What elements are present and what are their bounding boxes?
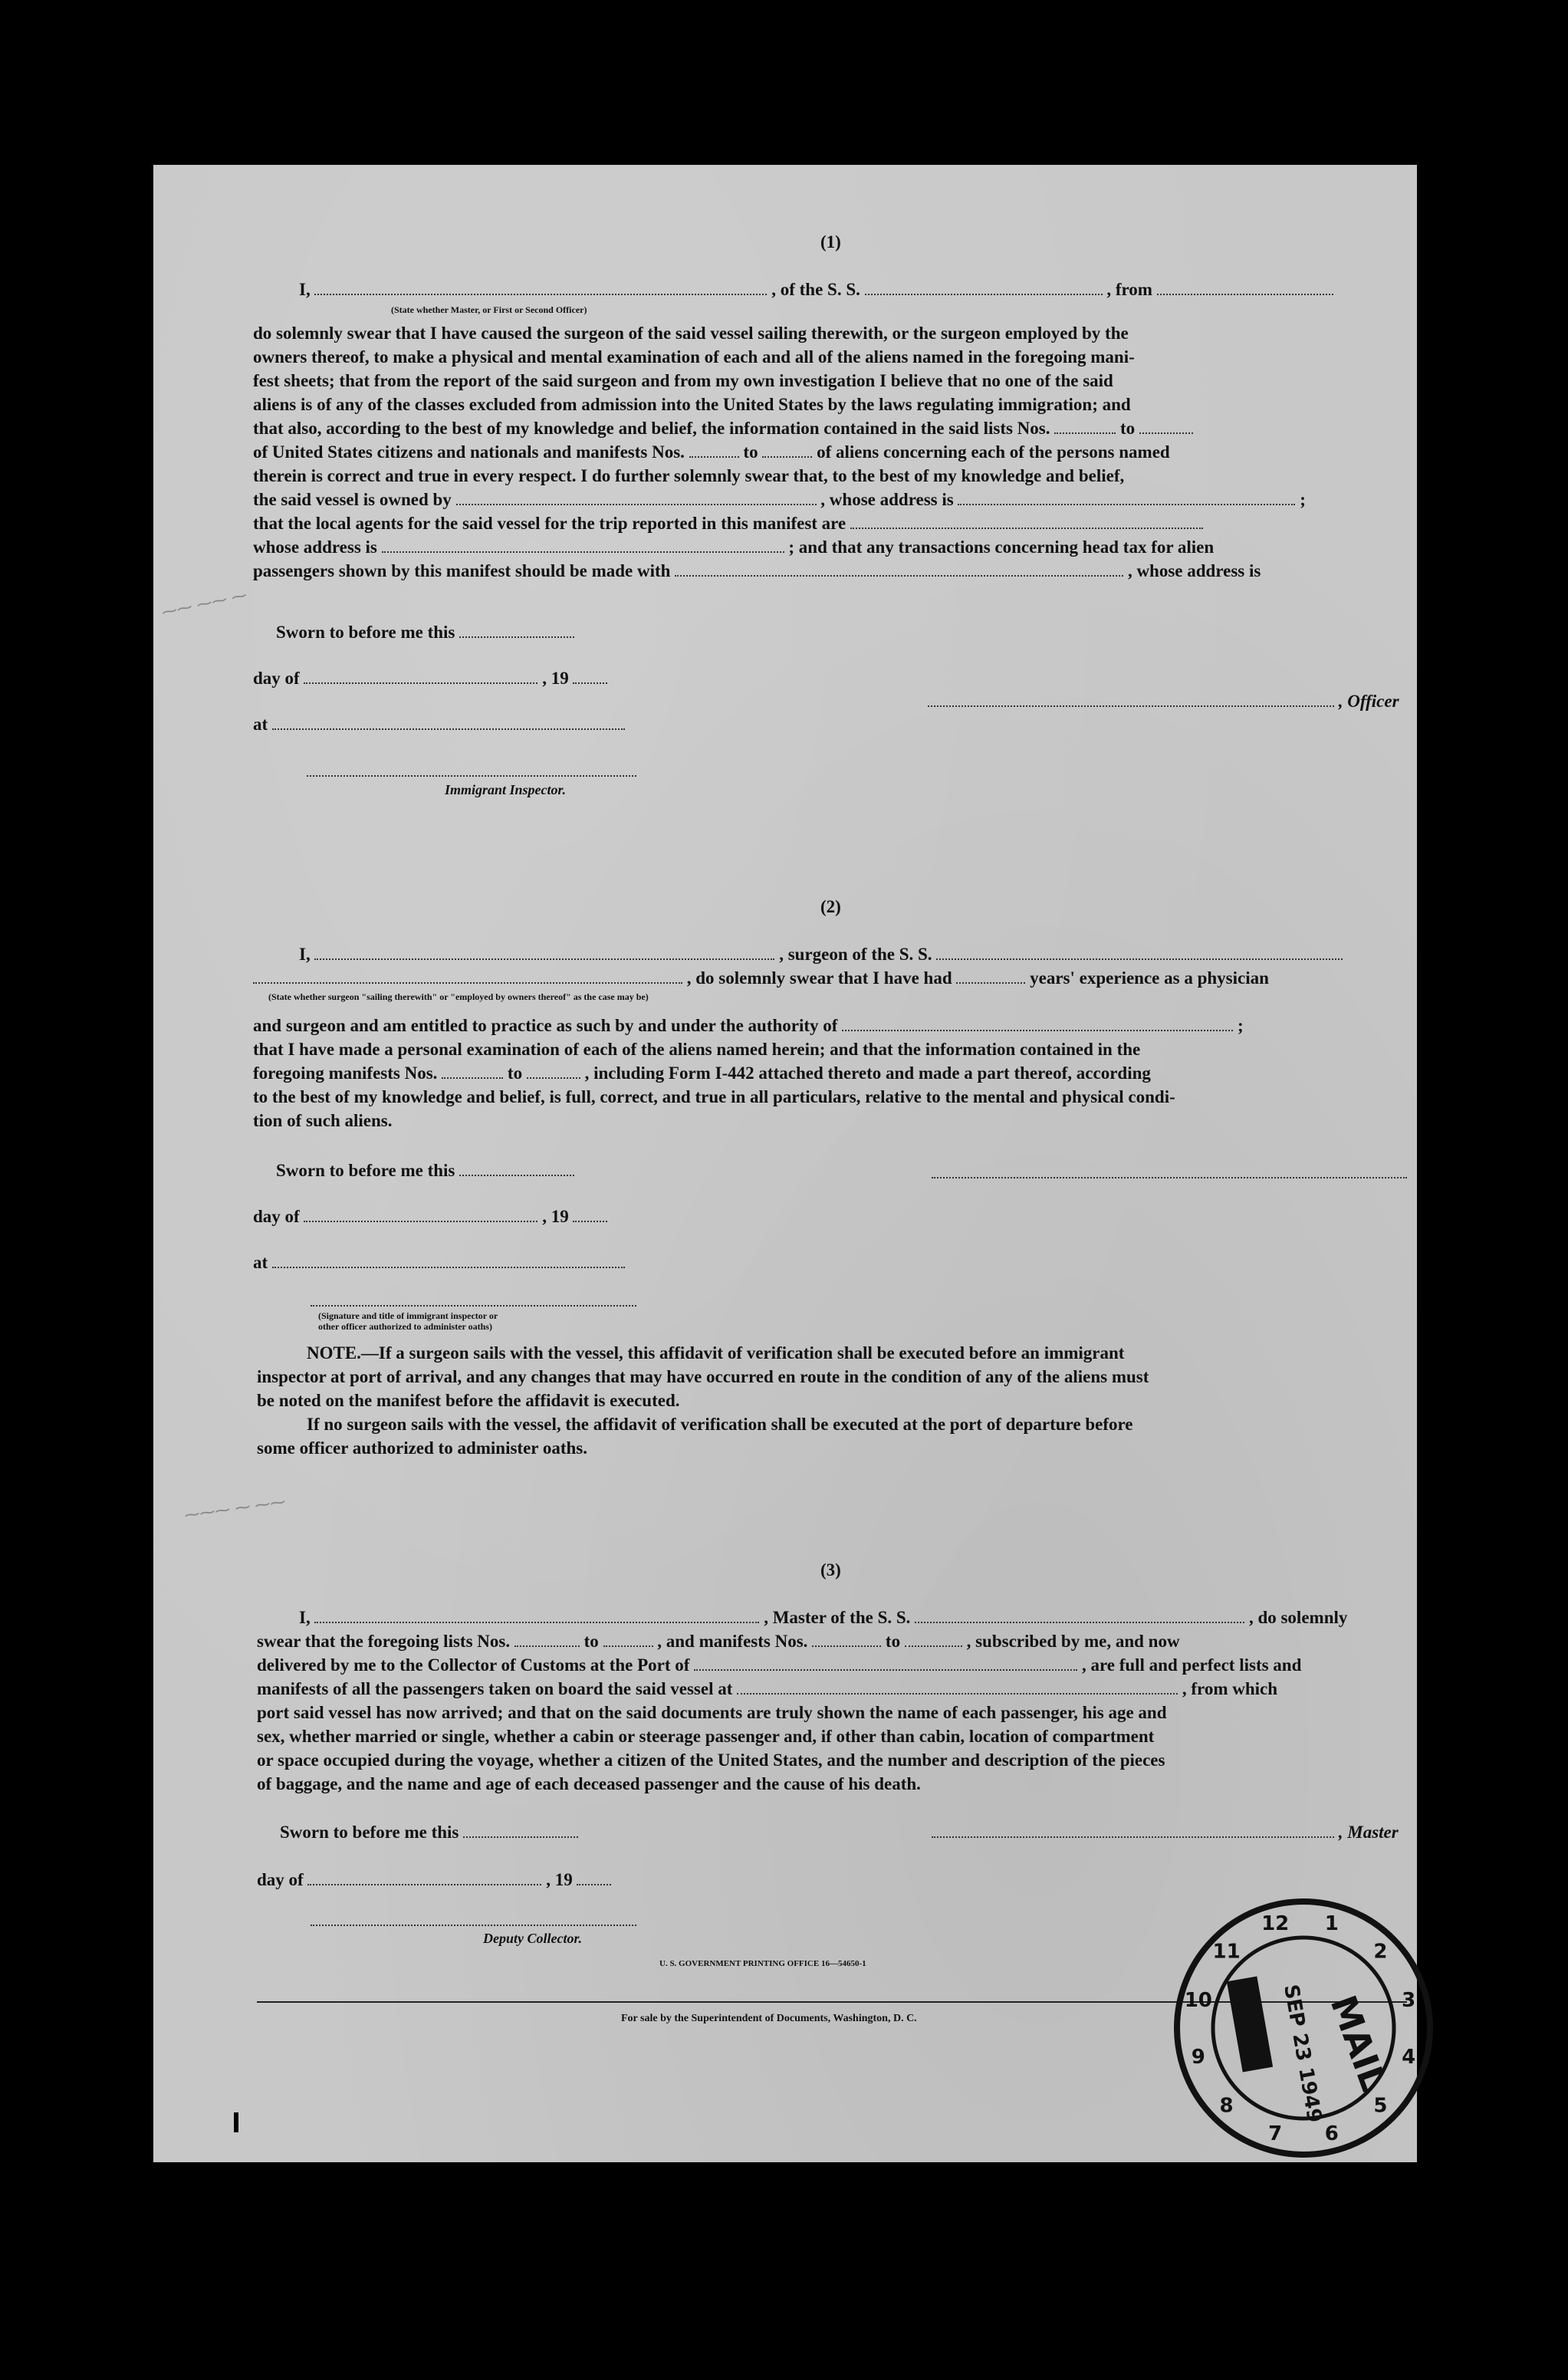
stamp-digit: 2 [1373,1940,1388,1964]
s2-sworn-line: Sworn to before me this [276,1159,574,1182]
port-from-field[interactable] [1157,278,1333,295]
s1-sworn-line: Sworn to before me this [276,621,574,644]
owner-field[interactable] [456,488,817,505]
s1-officer-sign-line: , Officer [928,690,1399,713]
punch-hole [1434,222,1472,261]
s2-vessel-field[interactable] [936,943,1343,960]
stamp-digit: 11 [1212,1940,1241,1964]
vessel-name-field[interactable] [865,278,1103,295]
s3-manifests-line: manifests of all the passengers taken on board the said vessel at , from which [257,1679,1278,1698]
stamp-digit: 7 [1268,2122,1283,2146]
officer-caption: (State whether Master, or First or Second Officer) [391,304,587,315]
note-line-2: inspector at port of arrival, and any changes that may have occurred en route in the condition of any of the aliens must [257,1367,1149,1386]
s2-at-line: at [253,1251,625,1274]
s1-month-field[interactable] [304,667,537,684]
s2-month-field[interactable] [304,1205,537,1222]
s2-signature-caption-2: other officer authorized to administer oaths) [318,1321,492,1332]
stamp-digit: 3 [1402,1989,1416,2013]
stamp-digit: 6 [1324,2122,1339,2146]
stamp-digit: 12 [1261,1912,1290,1935]
s3-month-field[interactable] [307,1869,541,1885]
lists-to-field[interactable] [1139,417,1193,434]
note-line-5: some officer authorized to administer oaths. [257,1438,587,1458]
manifests-from-field[interactable] [689,441,739,458]
stamp-mail-word: MAIL [1322,1990,1395,2096]
s2-para-line-2: foregoing manifests Nos. to , including Form I-442 attached thereto and made a part thereof, according [253,1063,1151,1083]
print-mark [234,2112,238,2132]
s2-swear-line: , do solemnly swear that I have had years' experience as a physician [253,967,1269,990]
s2-dayof-line: day of , 19 [253,1205,607,1228]
s3-sworn-line: Sworn to before me this [280,1821,578,1844]
stamp-digit: 8 [1219,2094,1234,2118]
punch-hole [1434,347,1472,386]
officer-name-field[interactable] [314,278,767,295]
s2-manifests-to-field[interactable] [527,1062,580,1079]
manifests-to-field[interactable] [762,441,812,458]
port-of-embarkation-field[interactable] [737,1678,1178,1695]
s2-authority-line: and surgeon and am entitled to practice as such by and under the authority of ; [253,1016,1244,1035]
stamp-digit: 10 [1184,1989,1212,2013]
s1-officer-line: I, , of the S. S. , from [299,278,1333,301]
punch-hole [1434,1767,1472,1806]
s1-place-field[interactable] [272,713,625,730]
s3-manifests-from-field[interactable] [812,1630,881,1647]
s3-master-line: I, , Master of the S. S. , do solemnly [299,1608,1348,1627]
manifest-back-page [153,165,1417,2162]
stamp-date: SEP 23 1949 [1279,1983,1326,2125]
s3-collector-signature-line[interactable] [311,1925,636,1926]
s2-place-field[interactable] [272,1251,625,1268]
punch-hole [1434,1668,1472,1706]
s1-year-field[interactable] [573,667,607,684]
years-experience-field[interactable] [956,967,1025,984]
s3-para-line-2: sex, whether married or single, whether a cabin or steerage passenger and, if other than cabin, location of compartment [257,1727,1155,1746]
s1-sworn-date-field[interactable] [459,621,574,638]
punch-hole [1434,1537,1472,1576]
s1-para-line-9: that the local agents for the said vessel for the trip reported in this manifest are [253,512,1203,535]
for-sale-line: For sale by the Superintendent of Documents, Washington, D. C. [621,2013,917,2024]
s3-dayof-line: day of , 19 [257,1869,611,1892]
s2-sworn-date-field[interactable] [459,1159,574,1176]
s3-sworn-date-field[interactable] [463,1821,578,1838]
stamp-digit: 9 [1191,2045,1205,2069]
section-3-number: (3) [820,1560,841,1580]
s1-dayof-line: day of , 19 [253,667,607,690]
s3-lists-line: swear that the foregoing lists Nos. to , and manifests Nos. to , subscribed by me, and now [257,1632,1180,1651]
lists-from-field[interactable] [1054,417,1116,434]
s3-delivered-line: delivered by me to the Collector of Customs at the Port of , are full and perfect lists and [257,1655,1302,1675]
printing-office-line: U. S. GOVERNMENT PRINTING OFFICE 16—54650-1 [659,1959,866,1968]
s3-manifests-to-field[interactable] [905,1630,962,1647]
s1-para-line-2: owners thereof, to make a physical and mental examination of each and all of the aliens named in the foregoing mani- [253,347,1135,367]
local-agents-field[interactable] [850,512,1203,529]
s2-surgeon-line: I, , surgeon of the S. S. [299,943,1343,966]
s1-para-line-8: the said vessel is owned by , whose address is ; [253,490,1306,509]
stamp-digit: 1 [1324,1912,1339,1935]
punch-hole [1434,846,1472,884]
note-line-3: be noted on the manifest before the affidavit is executed. [257,1391,680,1410]
s3-lists-from-field[interactable] [514,1630,580,1647]
s2-manifests-from-field[interactable] [442,1062,503,1079]
note-line-1: NOTE.—If a surgeon sails with the vessel, this affidavit of verification shall be executed before an immigrant [307,1343,1125,1363]
s2-year-field[interactable] [573,1205,607,1222]
s3-para-line-1: port said vessel has now arrived; and that on the said documents are truly shown the name of each passenger, his age and [257,1703,1167,1722]
stamp-digit: 4 [1402,2045,1416,2069]
note-line-4: If no surgeon sails with the vessel, the affidavit of verification shall be executed at the port of departure before [307,1415,1133,1434]
s2-surgeon-signature-line[interactable] [932,1177,1407,1178]
s2-para-line-1: that I have made a personal examination of each of the aliens named herein; and that the information contained in the [253,1040,1141,1059]
deputy-collector-caption: Deputy Collector. [483,1931,582,1946]
s3-para-line-4: of baggage, and the name and age of each deceased passenger and the cause of his death. [257,1774,921,1793]
s2-signature-caption-1: (Signature and title of immigrant inspector or [318,1310,498,1321]
surgeon-type-caption: (State whether surgeon "sailing therewith" or "employed by owners thereof" as the case may be) [268,991,649,1002]
punch-hole [1434,1731,1472,1770]
officer-signature-field[interactable] [928,690,1334,707]
s2-inspector-signature-line[interactable] [311,1305,636,1307]
section-1-number: (1) [820,232,841,251]
agents-address-field[interactable] [382,536,784,553]
s1-inspector-caption: Immigrant Inspector. [445,782,567,797]
s1-para-line-6: of United States citizens and nationals and manifests Nos. to of aliens concerning each of the persons named [253,442,1170,462]
punch-hole [1434,715,1472,753]
port-of-arrival-field[interactable] [694,1654,1077,1671]
s1-para-line-5: that also, according to the best of my knowledge and belief, the information contained in the said lists Nos. to [253,417,1193,440]
s1-inspector-signature-line[interactable] [307,775,636,777]
stamp-digit: 5 [1373,2094,1388,2118]
s2-para-line-3: to the best of my knowledge and belief, is full, correct, and true in all particulars, relative to the mental and physical condi- [253,1087,1175,1106]
owner-address-field[interactable] [958,488,1295,505]
master-signature-field[interactable] [932,1821,1334,1838]
s1-para-line-1: do solemnly swear that I have caused the surgeon of the said vessel sailing therewith, or the surgeon employed by the [253,324,1129,343]
head-tax-party-field[interactable] [675,560,1123,577]
s1-para-line-10: whose address is ; and that any transactions concerning head tax for alien [253,537,1215,557]
section-2-number: (2) [820,897,841,916]
s3-master-sign-line: , Master [932,1821,1399,1844]
s1-para-line-11: passengers shown by this manifest should be made with , whose address is [253,561,1261,580]
s3-vessel-field[interactable] [915,1606,1244,1623]
s1-para-line-4: aliens is of any of the classes excluded from admission into the United States by the laws regulating immigration; and [253,395,1131,414]
s1-para-line-3: fest sheets; that from the report of the said surgeon and from my own investigation I believe that no one of the said [253,371,1113,390]
bleed-through-writing: ⁓⁓ ⁓⁓ ⁓ [159,585,248,622]
bleed-through-writing: ⁓⁓⁓ ⁓ ⁓⁓ [182,1491,287,1525]
s3-year-field[interactable] [577,1869,611,1885]
master-name-field[interactable] [314,1606,759,1623]
mail-stamp [1169,1894,1438,2162]
s1-para-line-7: therein is correct and true in every respect. I do further solemnly swear that, to the best of my knowledge and belief, [253,466,1125,485]
s3-para-line-3: or space occupied during the voyage, whether a citizen of the United States, and the number and description of the pieces [257,1750,1165,1770]
authority-field[interactable] [842,1014,1233,1031]
punch-hole [1434,617,1472,656]
s2-para-line-4: tion of such aliens. [253,1111,393,1130]
surgeon-type-field[interactable] [253,967,682,984]
s1-at-line: at [253,713,625,736]
surgeon-name-field[interactable] [314,943,774,960]
s3-lists-to-field[interactable] [603,1630,653,1647]
